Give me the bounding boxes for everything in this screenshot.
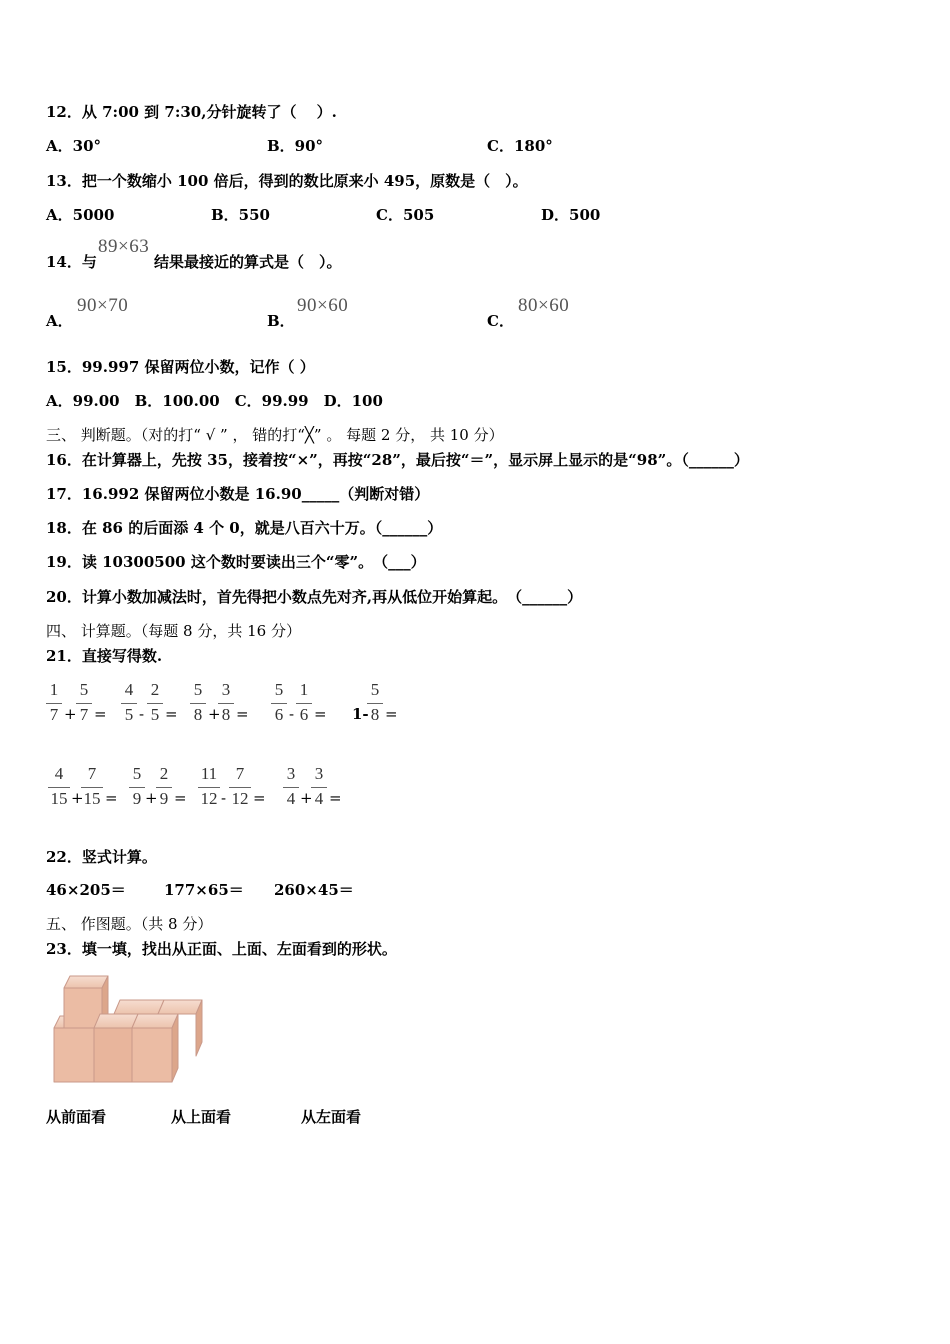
question-17: 17．16.992 保留两位小数是 16.90_____（判断对错） <box>46 485 430 503</box>
q22-item-3: 260×45＝ <box>274 881 354 899</box>
q14-option-c-label: C． <box>487 312 514 330</box>
q14-option-b-label: B． <box>267 312 295 330</box>
q13-option-d: D．500 <box>541 206 601 224</box>
question-19: 19．读 10300500 这个数时要读出三个“零”。 （___） <box>46 553 426 571</box>
q14-expression: 89×63 <box>98 236 150 257</box>
q14-option-a-expr: 90×70 <box>77 295 129 316</box>
q12-option-b: B．90° <box>267 137 324 155</box>
question-21: 21．直接写得数. <box>46 647 163 665</box>
q13-option-b: B．550 <box>211 206 270 224</box>
q22-item-2: 177×65＝ <box>164 881 244 899</box>
q12-option-c: C．180° <box>487 137 553 155</box>
q14-option-c-expr: 80×60 <box>518 295 570 316</box>
q13-option-a: A．5000 <box>46 206 115 224</box>
q22-item-1: 46×205＝ <box>46 881 126 899</box>
q14-prefix: 14．与 <box>46 253 97 271</box>
section-3-heading: 三、 判断题。（对的打“ √ ” ， 错的打“╳” 。 每题 2 分， 共 10 分） <box>46 426 504 444</box>
view-label-front: 从前面看 <box>46 1108 107 1126</box>
section-4-heading: 四、 计算题。（每题 8 分，共 16 分） <box>46 622 301 640</box>
question-18: 18．在 86 的后面添 4 个 0，就是八百六十万。（______） <box>46 519 443 537</box>
q14-option-b-expr: 90×60 <box>297 295 349 316</box>
question-16: 16．在计算器上，先按 35，接着按“×”，再按“28”，最后按“＝”，显示屏上显示的是“98”。（______） <box>46 451 749 469</box>
question-13: 13．把一个数缩小 100 倍后，得到的数比原来小 495，原数是（ ）。 <box>46 172 528 190</box>
question-20: 20．计算小数加减法时，首先得把小数点先对齐,再从低位开始算起。 （______） <box>46 588 583 606</box>
question-23: 23．填一填，找出从正面、上面、左面看到的形状。 <box>46 940 397 958</box>
view-label-left: 从左面看 <box>301 1108 362 1126</box>
q14-suffix: 结果最接近的算式是（ ）。 <box>154 253 342 271</box>
q13-option-c: C．505 <box>376 206 435 224</box>
question-22: 22．竖式计算。 <box>46 848 157 866</box>
q12-option-a: A．30° <box>46 137 102 155</box>
section-5-heading: 五、 作图题。（共 8 分） <box>46 915 213 933</box>
q15-options: A．99.00 B．100.00 C．99.99 D．100 <box>46 392 383 410</box>
cube-stack-illustration <box>46 970 206 1086</box>
question-15: 15．99.997 保留两位小数，记作（ ） <box>46 358 315 376</box>
question-12: 12．从 7:00 到 7:30,分针旋转了（ ）. <box>46 103 337 121</box>
q14-option-a-label: A． <box>46 312 73 330</box>
view-label-top: 从上面看 <box>171 1108 232 1126</box>
